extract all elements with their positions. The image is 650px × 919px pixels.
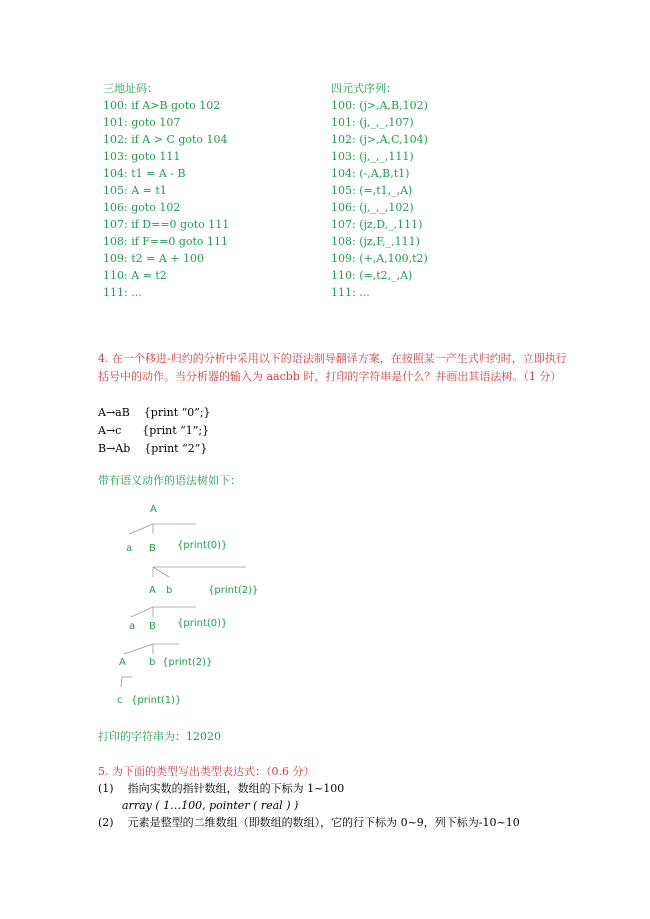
question-5 [98, 763, 520, 831]
tree-node: B [149, 543, 156, 554]
grammar-rule: B→Ab {print “2”} [98, 442, 208, 455]
tree-node: a [129, 621, 136, 632]
quadruple-line: 104: (-,A,B,t1) [331, 167, 410, 180]
code-line: 103: goto 111 [103, 150, 181, 163]
quadruple-column [331, 80, 428, 301]
tree-action: {print(2)} [162, 657, 213, 668]
grammar-rule: A→aB {print “0”;} [98, 406, 211, 419]
quadruple-header: 四元式序列： [331, 82, 397, 95]
tree-node: b [166, 585, 173, 596]
question-5-title: 5. 为下面的类型写出类型表达式：（0.6 分） [98, 765, 315, 778]
tree-edge [153, 567, 169, 577]
quadruple-line: 105: (=,t1,_,A) [331, 184, 413, 197]
code-line: 105: A = t1 [103, 184, 167, 197]
code-line: 102: if A > C goto 104 [103, 133, 228, 146]
item-number: (2) [98, 816, 114, 829]
tree-action: {print(1)} [131, 695, 182, 706]
question-5-item-2 [98, 814, 520, 831]
tree-edge [131, 607, 153, 617]
item-text: 元素是整型的二维数组（即数组的数组），它的行下标为 0~9，列下标为-10~10 [127, 816, 520, 829]
quadruple-line: 106: (j,_,_,102) [331, 201, 414, 214]
quadruple-line: 101: (j,_,_,107) [331, 116, 414, 129]
tree-node: a [126, 543, 133, 554]
tree-edge [124, 644, 153, 654]
tree-action: {print(0)} [177, 618, 228, 629]
quadruple-line: 100: (j>,A,B,102) [331, 99, 428, 112]
code-line: 107: if D==0 goto 111 [103, 218, 230, 231]
quadruple-line: 111: ... [331, 286, 370, 299]
tree-node: c [117, 695, 123, 706]
question-5-item-1 [98, 780, 520, 797]
grammar-rules [98, 404, 211, 458]
printed-result: 打印的字符串为：12020 [98, 730, 221, 743]
quadruple-line: 109: (+,A,100,t2) [331, 252, 428, 265]
code-line: 104: t1 = A - B [103, 167, 186, 180]
question-4-text: 4. 在一个移进-归约的分析中采用以下的语法制导翻译方案，在按照某一产生式归约时，立即执行括号中的动作。当分析器的输入为 aacbb 时，打印的字符串是什么？并画出其语法树。（1 分） [98, 352, 567, 383]
grammar-rule: A→c {print “1”;} [98, 424, 210, 437]
tree-node: B [149, 621, 156, 632]
tree-action: {print(0)} [177, 540, 228, 551]
syntax-tree [0, 495, 650, 715]
code-line: 109: t2 = A + 100 [103, 252, 204, 265]
code-line: 100: if A>B goto 102 [103, 99, 221, 112]
code-line: 101: goto 107 [103, 116, 181, 129]
item-text: 指向实数的指针数组，数组的下标为 1~100 [127, 782, 345, 795]
tree-node: A [150, 504, 157, 515]
tree-edge [129, 524, 153, 534]
code-line: 108: if F==0 goto 111 [103, 235, 229, 248]
code-line: 106: goto 102 [103, 201, 181, 214]
code-line: 110: A = t2 [103, 269, 167, 282]
code-line: 111: ... [103, 286, 142, 299]
tree-edge [121, 677, 122, 687]
tree-edges [0, 495, 650, 715]
quadruple-line: 107: (jz,D,_,111) [331, 218, 423, 231]
three-address-header: 三地址码： [103, 82, 158, 95]
question-5-answer-1: array ( 1…100, pointer ( real ) ) [122, 799, 299, 812]
quadruple-line: 103: (j,_,_,111) [331, 150, 414, 163]
tree-node: b [149, 657, 156, 668]
quadruple-line: 108: (jz,F,_,111) [331, 235, 420, 248]
tree-node: A [149, 585, 156, 596]
tree-caption: 带有语义动作的语法树如下： [98, 474, 241, 487]
quadruple-line: 110: (=,t2,_,A) [331, 269, 413, 282]
quadruple-line: 102: (j>,A,C,104) [331, 133, 428, 146]
three-address-code-column [103, 80, 229, 301]
item-number: (1) [98, 782, 114, 795]
tree-node: A [119, 657, 126, 668]
tree-action: {print(2)} [208, 585, 259, 596]
